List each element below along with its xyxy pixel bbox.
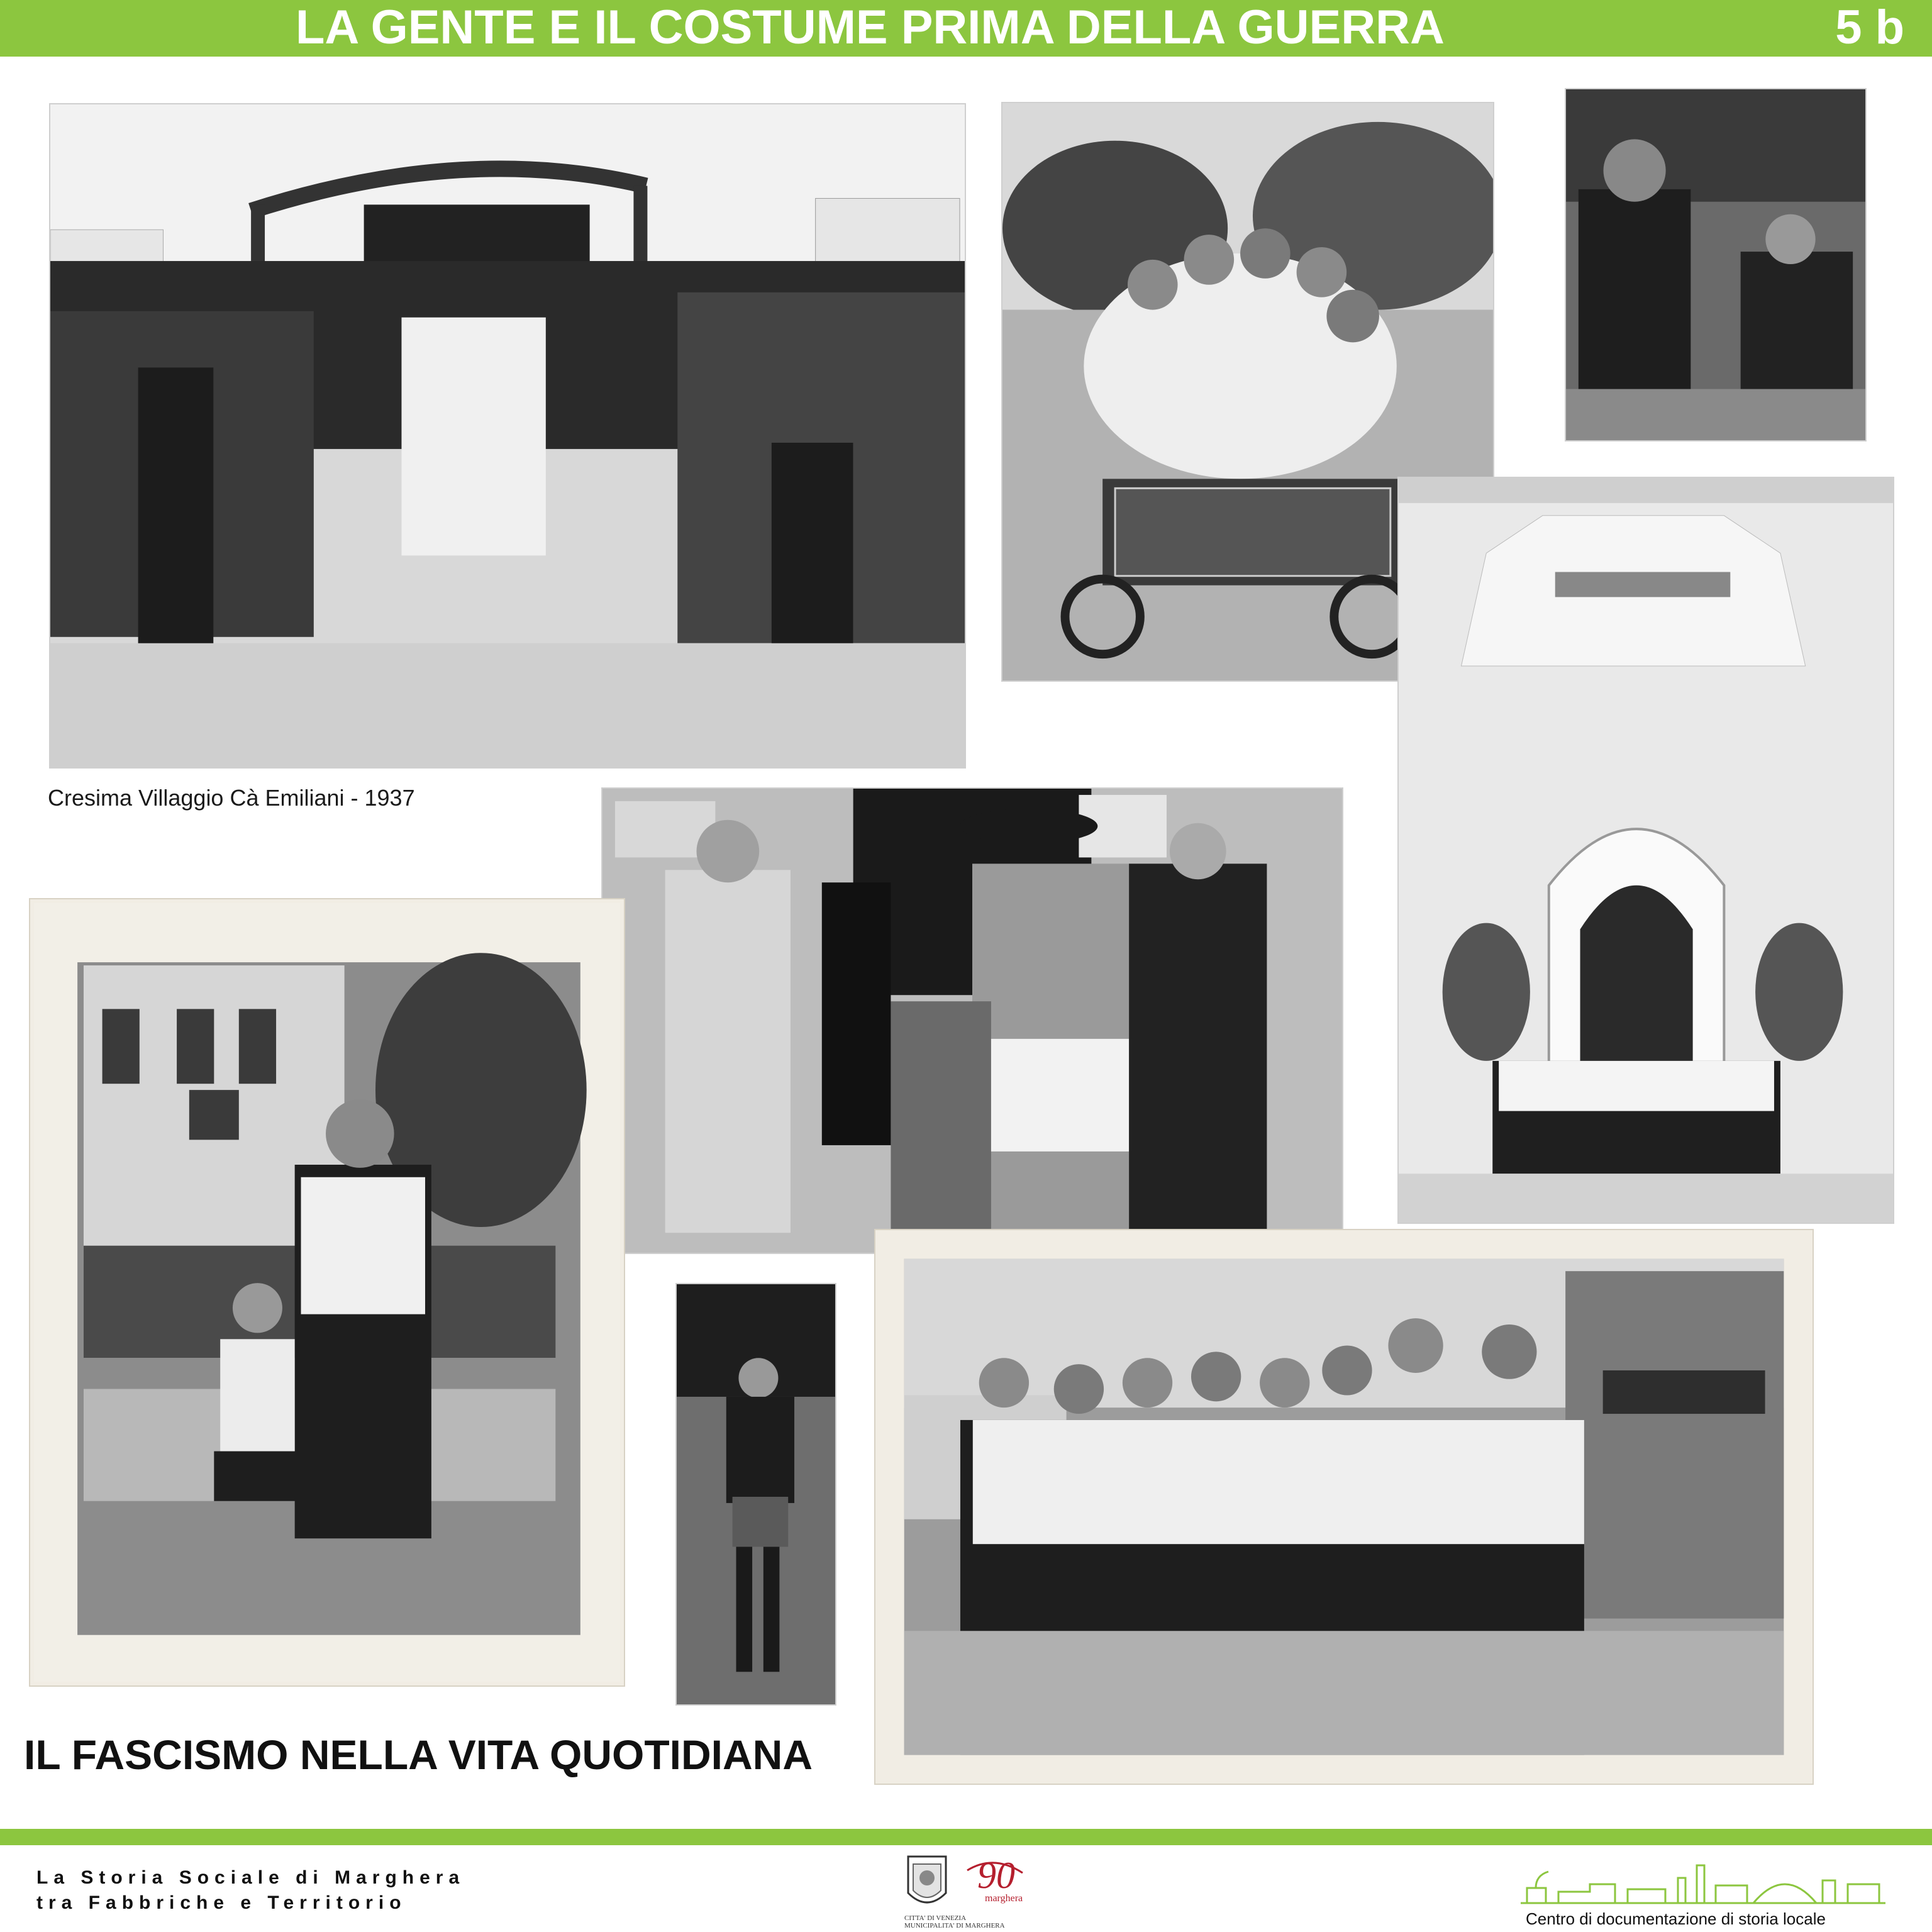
photo-asilo xyxy=(1397,477,1894,1224)
footer-bar xyxy=(0,1829,1932,1845)
series-title-line-1: La Storia Sociale di Marghera xyxy=(36,1867,465,1888)
centro-documentazione: Centro di documentazione di storia locale xyxy=(1526,1909,1826,1928)
section-title: IL FASCISMO NELLA VITA QUOTIDIANA xyxy=(24,1731,813,1778)
skyline-icon xyxy=(1521,1853,1885,1909)
photo-girls-group xyxy=(875,1230,1813,1784)
photo-boy-portrait xyxy=(675,1283,836,1706)
series-title xyxy=(36,1865,465,1916)
municipality-name xyxy=(904,1914,1005,1929)
series-title-line-2: tra Fabbriche e Territorio xyxy=(36,1892,407,1913)
panel-title: LA GENTE E IL COSTUME PRIMA DELLA GUERRA xyxy=(296,1,1445,54)
panel-code: 5 b xyxy=(1835,1,1904,54)
photo-caption-cresima: Cresima Villaggio Cà Emiliani - 1937 xyxy=(48,785,415,811)
municipality-line-2: MUNICIPALITA' DI MARGHERA xyxy=(904,1922,1005,1929)
photo-cresima xyxy=(49,103,966,769)
municipality-line-1: CITTA' DI VENEZIA xyxy=(904,1914,967,1922)
anniversary-number: 90 xyxy=(977,1855,1015,1896)
anniversary-sub: marghera xyxy=(985,1893,1023,1904)
photo-bishop xyxy=(601,787,1343,1254)
photo-boys-scarves xyxy=(1565,88,1867,441)
photo-woman-child xyxy=(30,899,624,1685)
